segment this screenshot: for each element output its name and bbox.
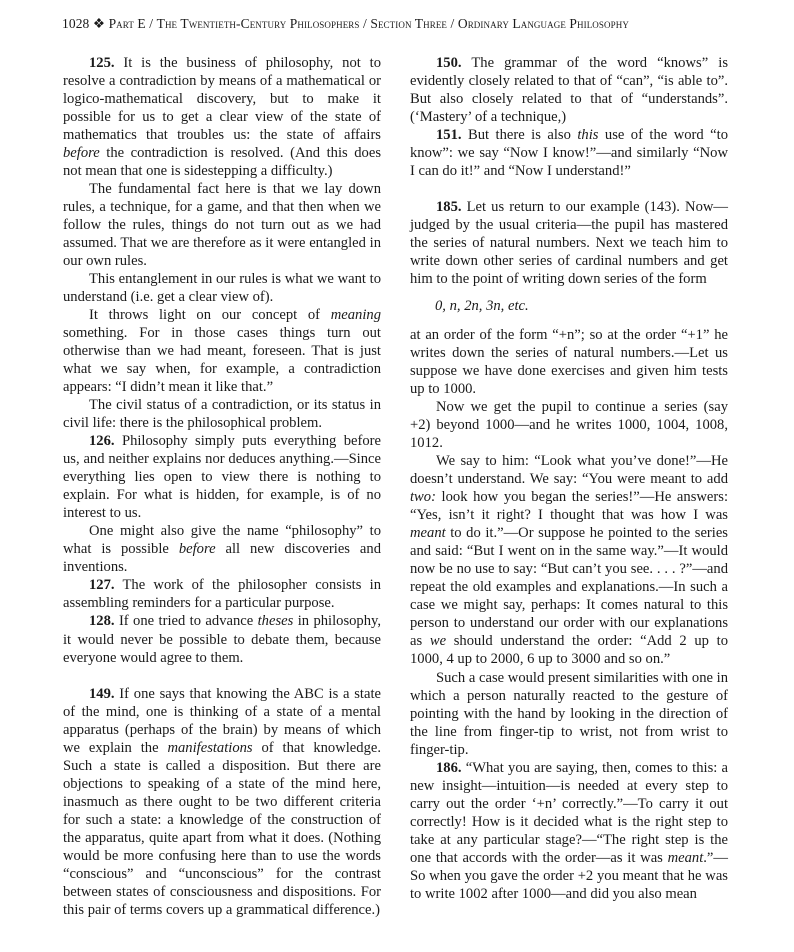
paragraph: Such a case would present similarities with one in which a person naturally reacted to the gesture of pointing with the hand by looking in the direction of the line from finger-tip to wrist, not from wrist to finger-tip. <box>410 669 728 758</box>
paragraph-128: 128. If one tried to advance theses in philosophy, it would never be possible to debate them, because everyone would agree to them. <box>63 613 382 666</box>
paragraph-126: 126. Philosophy simply puts everything before us, and neither explains nor deduces anything.—Since everything lies open to view there is nothing to explain. For what is hidden, for example, is of no interest to us. <box>63 433 381 522</box>
right-column <box>410 54 728 903</box>
left-column <box>63 54 381 919</box>
paragraph-125: 125. It is the business of philosophy, not to resolve a contradiction by means of a mathematical or logico-mathematical discovery, but to make it possible for us to get a clear view of the state of mathematics that troubles us: the state of affairs before the contradiction is resolved. (And this does not mean that one is sidestepping a difficulty.) <box>63 55 381 180</box>
section-number: 125. <box>89 55 115 71</box>
page-number: 1028 <box>62 16 90 31</box>
section-number: 149. <box>89 685 115 702</box>
diamond-bullet-icon: ❖ <box>92 16 106 31</box>
series-formula: 0, n, 2n, 3n, etc. <box>435 298 529 315</box>
paragraph-186: 186. “What you are saying, then, comes to this: a new insight—intuition—is needed at every step to carry out the order ‘+n’ correctly.”—To carry it out correctly! How is it decided what is the right step to take at any particular stage?—“The right step is the one that accords with the order—as it was meant.”— So when you gave the order +2 you meant that he was to write 1002 after 1000—and did you also mean <box>410 759 728 902</box>
paragraph: This entanglement in our rules is what we want to understand (i.e. get a clear view of). <box>63 271 381 306</box>
part-label: Part E <box>108 16 146 31</box>
paragraph: Now we get the pupil to continue a series (say +2) beyond 1000—and he writes 1000, 1004, 1008, 1012. <box>410 399 728 452</box>
book-title: The Twentieth-Century Philosophers <box>156 16 360 31</box>
paragraph: The fundamental fact here is that we lay down rules, a technique, for a game, and that then when we follow the rules, things do not turn out as we had assumed. That we are therefore as it were entangled in our own rules. <box>63 181 381 270</box>
paragraph-149: 149. If one says that knowing the ABC is a state of the mind, one is thinking of a state of a mental apparatus (perhaps of the brain) by means of which we explain the manifestations of that knowledge. Such a state is called a disposition. But there are objections to speaking of a state of the mind here, inasmuch as there ought to be two different criteria for such a state: a knowledge of the construction of the apparatus, quite apart from what it does. (Nothing would be more confusing here than to use the words “conscious” and “unconscious” for the contrast between states of consciousness and dispositions. For this pair of terms covers up a grammatical difference.) <box>63 685 381 918</box>
paragraph: We say to him: “Look what you’ve done!”—He doesn’t understand. We say: “You were meant to add two: look how you began the series!”—He answers: “Yes, isn’t it right? I thought that was how I was meant to do it.”—Or suppose he pointed to the series and said: “But I went on in the same way.”—It would now be no use to say: “But can’t you see. . . . ?”—and repeat the old examples and explanations.—In such a case we might say, perhaps: It comes natural to this person to understand our order with our explanations as we should understand the order: “Add 2 up to 1000, 4 up to 2000, 6 up to 3000 and so on.” <box>410 453 728 668</box>
paragraph: One might also give the name “philosophy” to what is possible before all new discoveries and inventions. <box>63 523 382 576</box>
paragraph-150: 150. The grammar of the word “knows” is evidently closely related to that of “can”, “is able to”. But also closely related to that of “understands”. (‘Mastery’ of a technique,) <box>410 55 728 126</box>
running-header <box>62 16 742 32</box>
section-gap <box>63 667 381 685</box>
section-number: 185. <box>436 199 462 216</box>
paragraph-185: 185. Let us return to our example (143). Now—judged by the usual criteria—the pupil has mastered the series of natural numbers. Next we teach him to write down other series of cardinal numbers and get him to the point of writing down series of the form <box>410 199 728 288</box>
paragraph: at an order of the form “+n”; so at the order “+1” he writes down the series of natural numbers.—Let us suppose we have done exercises and given him tests up to 1000. <box>410 327 728 398</box>
header-separator: / <box>149 16 154 31</box>
paragraph-151: 151. But there is also this use of the word “to know”: we say “Now I know!”—and similarly “Now I can do it!” and “Now I understand!” <box>410 127 728 180</box>
section-number: 126. <box>89 433 115 450</box>
paragraph: The civil status of a contradiction, or its status in civil life: there is the philosophical problem. <box>63 397 381 432</box>
header-separator: / <box>363 16 367 31</box>
section-number: 127. <box>89 577 115 594</box>
chapter-title: Ordinary Language Philosophy <box>457 16 629 31</box>
section-label: Section Three <box>370 16 448 31</box>
section-number: 150. <box>436 55 462 71</box>
section-number: 128. <box>89 613 115 630</box>
header-separator: / <box>450 16 455 31</box>
section-number: 151. <box>436 127 462 144</box>
paragraph-127: 127. The work of the philosopher consists in assembling reminders for a particular purpose. <box>63 577 381 612</box>
section-gap <box>410 180 728 198</box>
section-number: 186. <box>436 759 462 776</box>
paragraph: It throws light on our concept of meaning something. For in those cases things turn out otherwise than we had meant, foreseen. That is just what we say when, for example, a contradiction appears: “I didn’t mean it like that.” <box>63 307 381 396</box>
